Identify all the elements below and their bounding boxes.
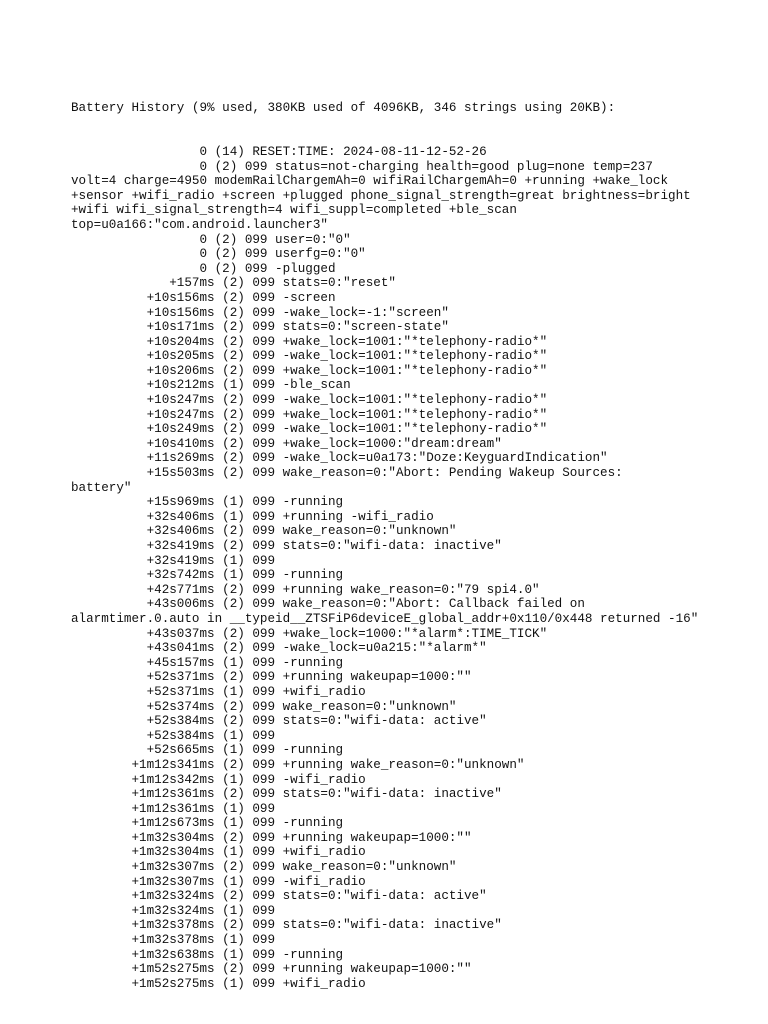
log-line: +157ms (2) 099 stats=0:"reset" bbox=[71, 276, 396, 291]
log-line: alarmtimer.0.auto in __typeid__ZTSFiP6deviceE_global_addr+0x110/0x448 returned -16" bbox=[71, 611, 699, 626]
log-line: +1m32s307ms (2) 099 wake_reason=0:"unknown" bbox=[71, 860, 457, 875]
log-line: +1m32s638ms (1) 099 -running bbox=[71, 947, 344, 962]
log-line: volt=4 charge=4950 modemRailChargemAh=0 wifiRailChargemAh=0 +running +wake_lock bbox=[71, 174, 669, 189]
log-line: +10s206ms (2) 099 +wake_lock=1001:"*telephony-radio*" bbox=[71, 363, 548, 378]
log-line: +43s006ms (2) 099 wake_reason=0:"Abort: Callback failed on bbox=[71, 597, 585, 612]
log-line: top=u0a166:"com.android.launcher3" bbox=[71, 217, 328, 232]
log-line: 0 (2) 099 -plugged bbox=[71, 261, 336, 276]
log-line: +1m32s378ms (2) 099 stats=0:"wifi-data: inactive" bbox=[71, 918, 502, 933]
log-line: +wifi wifi_signal_strength=4 wifi_suppl=completed +ble_scan bbox=[71, 203, 517, 218]
log-line: 0 (2) 099 status=not-charging health=good plug=none temp=237 bbox=[71, 159, 653, 174]
log-line: +15s969ms (1) 099 -running bbox=[71, 495, 344, 510]
log-line: +10s156ms (2) 099 -screen bbox=[71, 290, 336, 305]
battery-history-log bbox=[71, 72, 761, 1021]
log-line: +10s204ms (2) 099 +wake_lock=1001:"*telephony-radio*" bbox=[71, 334, 548, 349]
log-line: +43s041ms (2) 099 -wake_lock=u0a215:"*alarm*" bbox=[71, 641, 487, 656]
log-line: +1m12s342ms (1) 099 -wifi_radio bbox=[71, 772, 366, 787]
document-page bbox=[71, 72, 761, 1021]
log-line: +1m52s275ms (1) 099 +wifi_radio bbox=[71, 976, 366, 991]
log-line: +32s742ms (1) 099 -running bbox=[71, 568, 344, 583]
log-line: +1m12s341ms (2) 099 +running wake_reason=0:"unknown" bbox=[71, 757, 525, 772]
log-line: +15s503ms (2) 099 wake_reason=0:"Abort: Pending Wakeup Sources: bbox=[71, 466, 623, 481]
log-line: +1m52s275ms (2) 099 +running wakeupap=1000:"" bbox=[71, 962, 472, 977]
log-line: 0 (14) RESET:TIME: 2024-08-11-12-52-26 bbox=[71, 144, 487, 159]
log-line: +43s037ms (2) 099 +wake_lock=1000:"*alarm*:TIME_TICK" bbox=[71, 626, 548, 641]
log-line: +10s212ms (1) 099 -ble_scan bbox=[71, 378, 351, 393]
log-line: +32s419ms (1) 099 bbox=[71, 553, 276, 568]
log-line: +32s419ms (2) 099 stats=0:"wifi-data: inactive" bbox=[71, 539, 502, 553]
log-line: +32s406ms (2) 099 wake_reason=0:"unknown" bbox=[71, 524, 457, 539]
log-header: Battery History (9% used, 380KB used of 4096KB, 346 strings using 20KB): bbox=[71, 101, 616, 116]
log-line: +10s410ms (2) 099 +wake_lock=1000:"dream:dream" bbox=[71, 436, 502, 451]
log-line: +32s406ms (1) 099 +running -wifi_radio bbox=[71, 509, 434, 524]
log-line: 0 (2) 099 user=0:"0" bbox=[71, 232, 351, 247]
log-line: +52s665ms (1) 099 -running bbox=[71, 743, 344, 758]
log-line: +42s771ms (2) 099 +running wake_reason=0:"79 spi4.0" bbox=[71, 582, 540, 597]
log-line: +1m12s361ms (2) 099 stats=0:"wifi-data: inactive" bbox=[71, 787, 502, 802]
log-line: +1m32s378ms (1) 099 bbox=[71, 933, 276, 948]
log-line: +52s384ms (2) 099 stats=0:"wifi-data: active" bbox=[71, 714, 487, 729]
log-line: +45s157ms (1) 099 -running bbox=[71, 655, 344, 670]
log-line: +52s371ms (1) 099 +wifi_radio bbox=[71, 684, 366, 699]
log-line: +52s371ms (2) 099 +running wakeupap=1000:"" bbox=[71, 670, 472, 685]
log-line: +10s171ms (2) 099 stats=0:"screen-state" bbox=[71, 320, 449, 335]
log-line: +52s384ms (1) 099 bbox=[71, 728, 276, 743]
log-line: +1m32s304ms (1) 099 +wifi_radio bbox=[71, 845, 366, 860]
log-line: +sensor +wifi_radio +screen +plugged phone_signal_strength=great brightness=bright bbox=[71, 188, 691, 203]
log-line: +11s269ms (2) 099 -wake_lock=u0a173:"Doze:KeyguardIndication" bbox=[71, 451, 608, 466]
log-line: +1m32s324ms (2) 099 stats=0:"wifi-data: active" bbox=[71, 889, 487, 904]
log-line: +1m12s673ms (1) 099 -running bbox=[71, 816, 344, 831]
log-line: 0 (2) 099 userfg=0:"0" bbox=[71, 247, 366, 262]
log-line: +10s156ms (2) 099 -wake_lock=-1:"screen" bbox=[71, 305, 449, 320]
log-line: +1m32s304ms (2) 099 +running wakeupap=1000:"" bbox=[71, 830, 472, 845]
log-line: +10s247ms (2) 099 -wake_lock=1001:"*telephony-radio*" bbox=[71, 393, 548, 408]
log-line: battery" bbox=[71, 480, 132, 495]
log-line: +10s247ms (2) 099 +wake_lock=1001:"*telephony-radio*" bbox=[71, 407, 548, 422]
log-line: +10s249ms (2) 099 -wake_lock=1001:"*telephony-radio*" bbox=[71, 422, 548, 437]
log-line: +1m32s307ms (1) 099 -wifi_radio bbox=[71, 874, 366, 889]
log-line: +52s374ms (2) 099 wake_reason=0:"unknown" bbox=[71, 699, 457, 714]
log-line: +1m12s361ms (1) 099 bbox=[71, 801, 276, 816]
log-line: +10s205ms (2) 099 -wake_lock=1001:"*telephony-radio*" bbox=[71, 349, 548, 364]
log-line: +1m32s324ms (1) 099 bbox=[71, 903, 276, 918]
log-lines bbox=[71, 145, 761, 991]
